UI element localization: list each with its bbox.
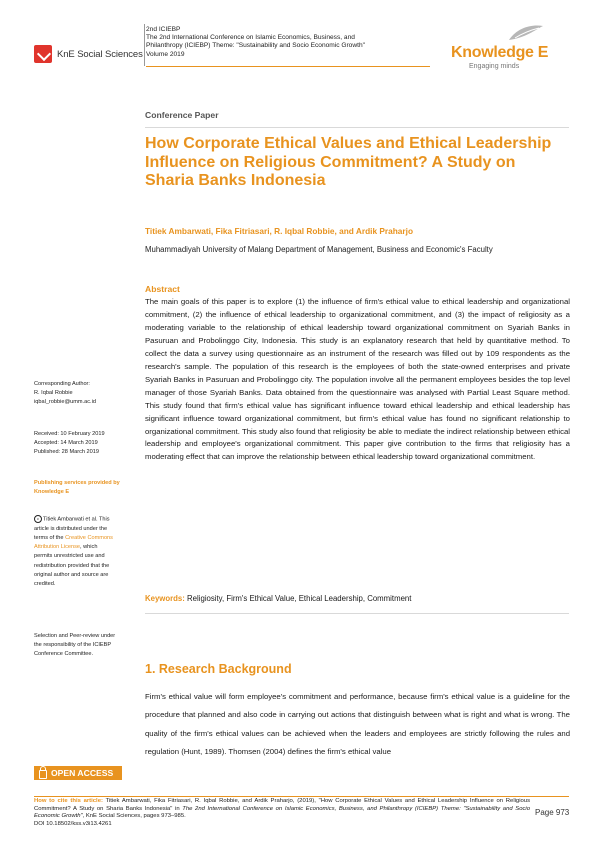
published-date: Published: 28 March 2019	[34, 449, 99, 456]
license-line-7: original author and source are	[34, 571, 109, 578]
kne-social-sciences-logo[interactable]	[34, 44, 144, 64]
open-access-label: OPEN ACCESS	[51, 768, 114, 778]
conference-info	[146, 26, 436, 59]
abstract-text: The main goals of this paper is to explore (1) the influence of firm's ethical value to ethical leadership and organizational commitment, (2) the influence of ethical leadership to organizational commitment, and (3) the impact of religiosity as a moderating variable to the relationship of ethical leadership toward organizational commitment on Syariah Banks in Pasuruan and Probolinggo City, Indonesia. This study is an explanatory research that held by quantitative method. To collect the data a survey using questionnaire as an instrument of the research was filled out by 109 respondents as the research's sample. The population of this research is the employees of both the state-owned enterprises and private Syariah Banks in Pasuruan and Probolinggo city. The population involve all the permanent employees besides the top level manager of those Syariah Banks. Data obtained from the questionnaire was analysed with Partial Least Square method. This study found that firm's ethical value has significant influence toward ethical leadership and ethical leadership has significant influence toward organizational commitment, but firm's ethical value has found no significant relationship to organizational commitment. This study also found that religiosity be able to mediate the indirect relationship between ethical leadership and employee's organizational commitment. This paper give contribution to the firms that religiosity has a moderating effect that can improve the relationship between ethical leadership toward organizational commitment.	[145, 297, 570, 462]
publishing-services	[34, 479, 138, 497]
article-title: How Corporate Ethical Values and Ethical Leadership Influence on Religious Commitment? A Study on Sharia Banks Indonesia	[145, 135, 552, 189]
section-heading: 1. Research Background	[145, 662, 292, 676]
corresponding-author	[34, 380, 138, 408]
conference-abbr: 2nd ICIEBP	[146, 26, 181, 33]
kne-check-icon	[34, 45, 52, 63]
affiliation: Muhammadiyah University of Malang Department of Management, Business and Economic's Faculty	[145, 245, 493, 254]
cite-text: Titiek Ambarwati, Fika Fitriasari, R. Iqbal Robbie, and Ardik Praharjo, (2019), "How Corporate Ethical Values and Ethical Leadership Influence on Religious Commitment? A Study on Sharia Banks Indonesia" in	[34, 798, 531, 812]
keywords-rule	[145, 613, 569, 614]
footer-rule	[34, 796, 569, 797]
cite-conference: The 2nd International Conference on Islamic Economics, Business, and Philanthropy (ICIEBP) Theme: "Sustainability and Socio Economic Growth"	[34, 805, 531, 819]
license-owner: Titiek Ambarwati et al. This	[43, 516, 110, 523]
citation-footer	[34, 798, 530, 828]
brand-name: Knowledge E	[451, 44, 549, 61]
conference-line-1: The 2nd International Conference on Islamic Economics, Business, and	[146, 34, 355, 42]
corresponding-label: Corresponding Author:	[34, 381, 90, 387]
review-line-1: Selection and Peer-review under	[34, 633, 116, 639]
volume: Volume 2019	[146, 50, 185, 58]
open-access-badge[interactable]	[34, 766, 122, 780]
article-type: Conference Paper	[145, 110, 219, 120]
page-number: Page 973	[535, 808, 570, 817]
corresponding-name: R. Iqbal Robbie	[34, 390, 73, 397]
brand-tagline: Engaging minds	[469, 63, 520, 70]
open-lock-icon	[39, 770, 47, 779]
license-line-8: credited.	[34, 580, 56, 587]
authors: Titiek Ambarwati, Fika Fitriasari, R. Iqbal Robbie, and Ardik Praharjo	[145, 226, 414, 236]
review-line-2: the responsibility of the ICIEBP	[34, 642, 112, 649]
license-line-2: article is distributed under the	[34, 525, 108, 532]
creative-commons-link[interactable]: Creative Commons	[65, 534, 113, 541]
cite-tail: , KnE Social Sciences, pages 973–985.	[82, 813, 186, 819]
abstract-heading: Abstract	[145, 284, 180, 294]
copyright-icon: c	[34, 515, 42, 523]
publisher-name: KnE Social Sciences	[57, 48, 143, 60]
peer-review-note	[34, 632, 138, 660]
doi[interactable]: DOI 10.18502/kss.v3i13.4261	[34, 820, 112, 827]
conference-line-2: Philanthropy (ICIEBP) Theme: "Sustainability and Socio Economic Growth"	[146, 42, 365, 50]
header-divider	[144, 24, 145, 66]
accepted-date: Accepted: 14 March 2019	[34, 440, 98, 447]
license-line-3: terms of the	[34, 534, 66, 541]
body-paragraph: Firm's ethical value will form employee's commitment and performance, because firm's ethical value is a guideline for the procedure that planned and also code in carrying out actions that distinguish between what is right and what is wrong. The quality of the firm's ethical values can be achieved when the leaders and employees are strictly following the rules and regulation (Hunt, 1989). Thomsen (2004) defines the firm's ethical value	[145, 692, 570, 757]
license-line-5: permits unrestricted use and	[34, 553, 105, 560]
knowledge-e-logo[interactable]	[447, 22, 567, 70]
cite-label: How to cite this article:	[34, 798, 103, 804]
received-date: Received: 10 February 2019	[34, 431, 105, 437]
corresponding-email[interactable]: iqbal_robbie@umm.ac.id	[34, 399, 96, 406]
header-rule	[146, 66, 430, 67]
leaf-icon	[505, 22, 545, 44]
keywords-label: Keywords:	[145, 594, 185, 603]
attribution-license-link[interactable]: Attribution License	[34, 544, 81, 551]
keywords	[145, 594, 570, 603]
review-line-3: Conference Committee.	[34, 651, 94, 658]
keywords-list: Religiosity, Firm's Ethical Value, Ethical Leadership, Commitment	[187, 594, 412, 603]
license-line-6: redistribution provided that the	[34, 562, 110, 569]
title-rule	[145, 127, 569, 128]
publishing-line-1: Publishing services provided by	[34, 480, 120, 486]
publishing-line-2: Knowledge E	[34, 489, 70, 496]
license-line-4: , which	[80, 544, 98, 551]
license	[34, 515, 138, 589]
dates	[34, 430, 138, 458]
